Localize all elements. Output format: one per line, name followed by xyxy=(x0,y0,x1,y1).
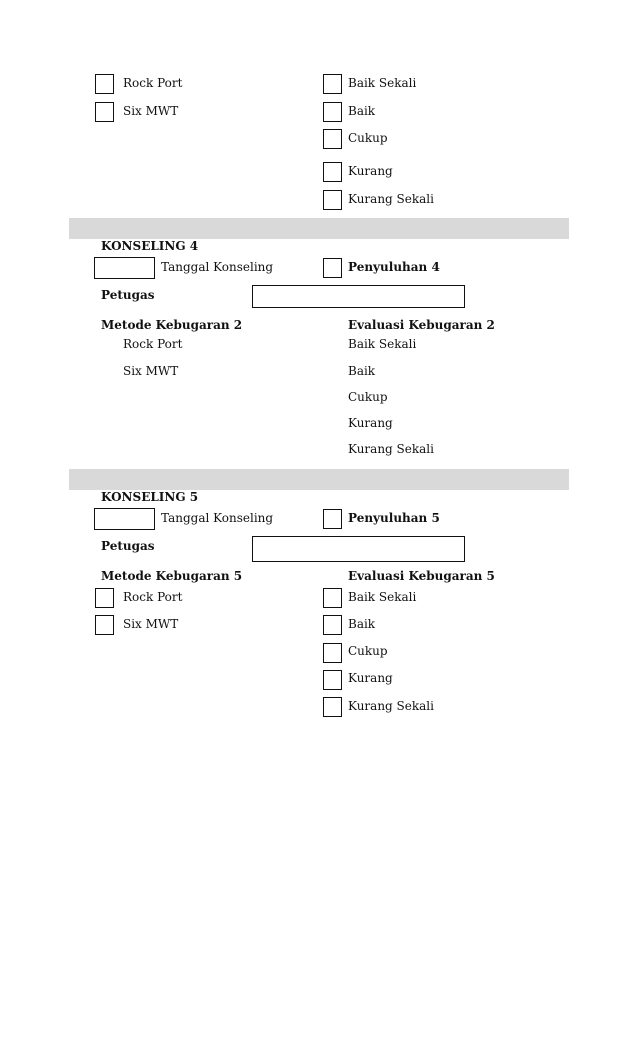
baik-sekali-label-3: Baik Sekali xyxy=(348,76,417,90)
rockport-label-4: Rock Port xyxy=(123,337,183,351)
petugas-label-4: Petugas xyxy=(101,288,155,302)
evaluasi-kebugaran-label-5: Evaluasi Kebugaran 5 xyxy=(348,569,495,583)
kurang-label-5: Kurang xyxy=(348,671,393,685)
kurang-checkbox-5[interactable] xyxy=(323,670,342,690)
cukup-checkbox-3[interactable] xyxy=(323,129,342,149)
petugas-input-4[interactable] xyxy=(252,285,465,308)
baik-sekali-checkbox-3[interactable] xyxy=(323,74,342,94)
penyuluhan-4-label: Penyuluhan 4 xyxy=(348,260,440,274)
metode-kebugaran-label-4: Metode Kebugaran 2 xyxy=(101,318,243,332)
penyuluhan-5-label: Penyuluhan 5 xyxy=(348,511,440,525)
kurang-sekali-label-5: Kurang Sekali xyxy=(348,699,434,713)
kurang-sekali-checkbox-5[interactable] xyxy=(323,697,342,717)
baik-sekali-checkbox-5[interactable] xyxy=(323,588,342,608)
baik-sekali-label-5: Baik Sekali xyxy=(348,590,417,604)
kurang-label-4: Kurang xyxy=(348,416,393,430)
kurang-sekali-label-3: Kurang Sekali xyxy=(348,192,434,206)
konseling-5-heading: KONSELING 5 xyxy=(101,490,199,504)
baik-label-5: Baik xyxy=(348,617,376,631)
penyuluhan-5-checkbox[interactable] xyxy=(323,509,342,529)
tanggal-konseling-label-5: Tanggal Konseling xyxy=(161,511,274,525)
sixmwt-label-5: Six MWT xyxy=(123,617,179,631)
petugas-label-5: Petugas xyxy=(101,539,155,553)
sixmwt-checkbox-3[interactable] xyxy=(95,102,114,122)
baik-checkbox-3[interactable] xyxy=(323,102,342,122)
tanggal-konseling-input-4[interactable] xyxy=(94,257,155,279)
cukup-label-4: Cukup xyxy=(348,390,388,404)
sixmwt-label-3: Six MWT xyxy=(123,104,179,118)
baik-label-3: Baik xyxy=(348,104,376,118)
kurang-label-3: Kurang xyxy=(348,164,393,178)
rockport-label-3: Rock Port xyxy=(123,76,183,90)
rockport-checkbox-3[interactable] xyxy=(95,74,114,94)
section-divider-5 xyxy=(69,469,569,490)
baik-label-4: Baik xyxy=(348,364,376,378)
evaluasi-kebugaran-label-4: Evaluasi Kebugaran 2 xyxy=(348,318,495,332)
sixmwt-label-4: Six MWT xyxy=(123,364,179,378)
petugas-input-5[interactable] xyxy=(252,536,465,562)
tanggal-konseling-input-5[interactable] xyxy=(94,508,155,530)
sixmwt-checkbox-5[interactable] xyxy=(95,615,114,635)
kurang-checkbox-3[interactable] xyxy=(323,162,342,182)
cukup-checkbox-5[interactable] xyxy=(323,643,342,663)
cukup-label-5: Cukup xyxy=(348,644,388,658)
konseling-4-heading: KONSELING 4 xyxy=(101,239,199,253)
kurang-sekali-checkbox-3[interactable] xyxy=(323,190,342,210)
rockport-label-5: Rock Port xyxy=(123,590,183,604)
cukup-label-3: Cukup xyxy=(348,131,388,145)
section-divider-4 xyxy=(69,218,569,239)
penyuluhan-4-checkbox[interactable] xyxy=(323,258,342,278)
rockport-checkbox-5[interactable] xyxy=(95,588,114,608)
tanggal-konseling-label-4: Tanggal Konseling xyxy=(161,260,274,274)
metode-kebugaran-label-5: Metode Kebugaran 5 xyxy=(101,569,243,583)
kurang-sekali-label-4: Kurang Sekali xyxy=(348,442,434,456)
baik-sekali-label-4: Baik Sekali xyxy=(348,337,417,351)
baik-checkbox-5[interactable] xyxy=(323,615,342,635)
